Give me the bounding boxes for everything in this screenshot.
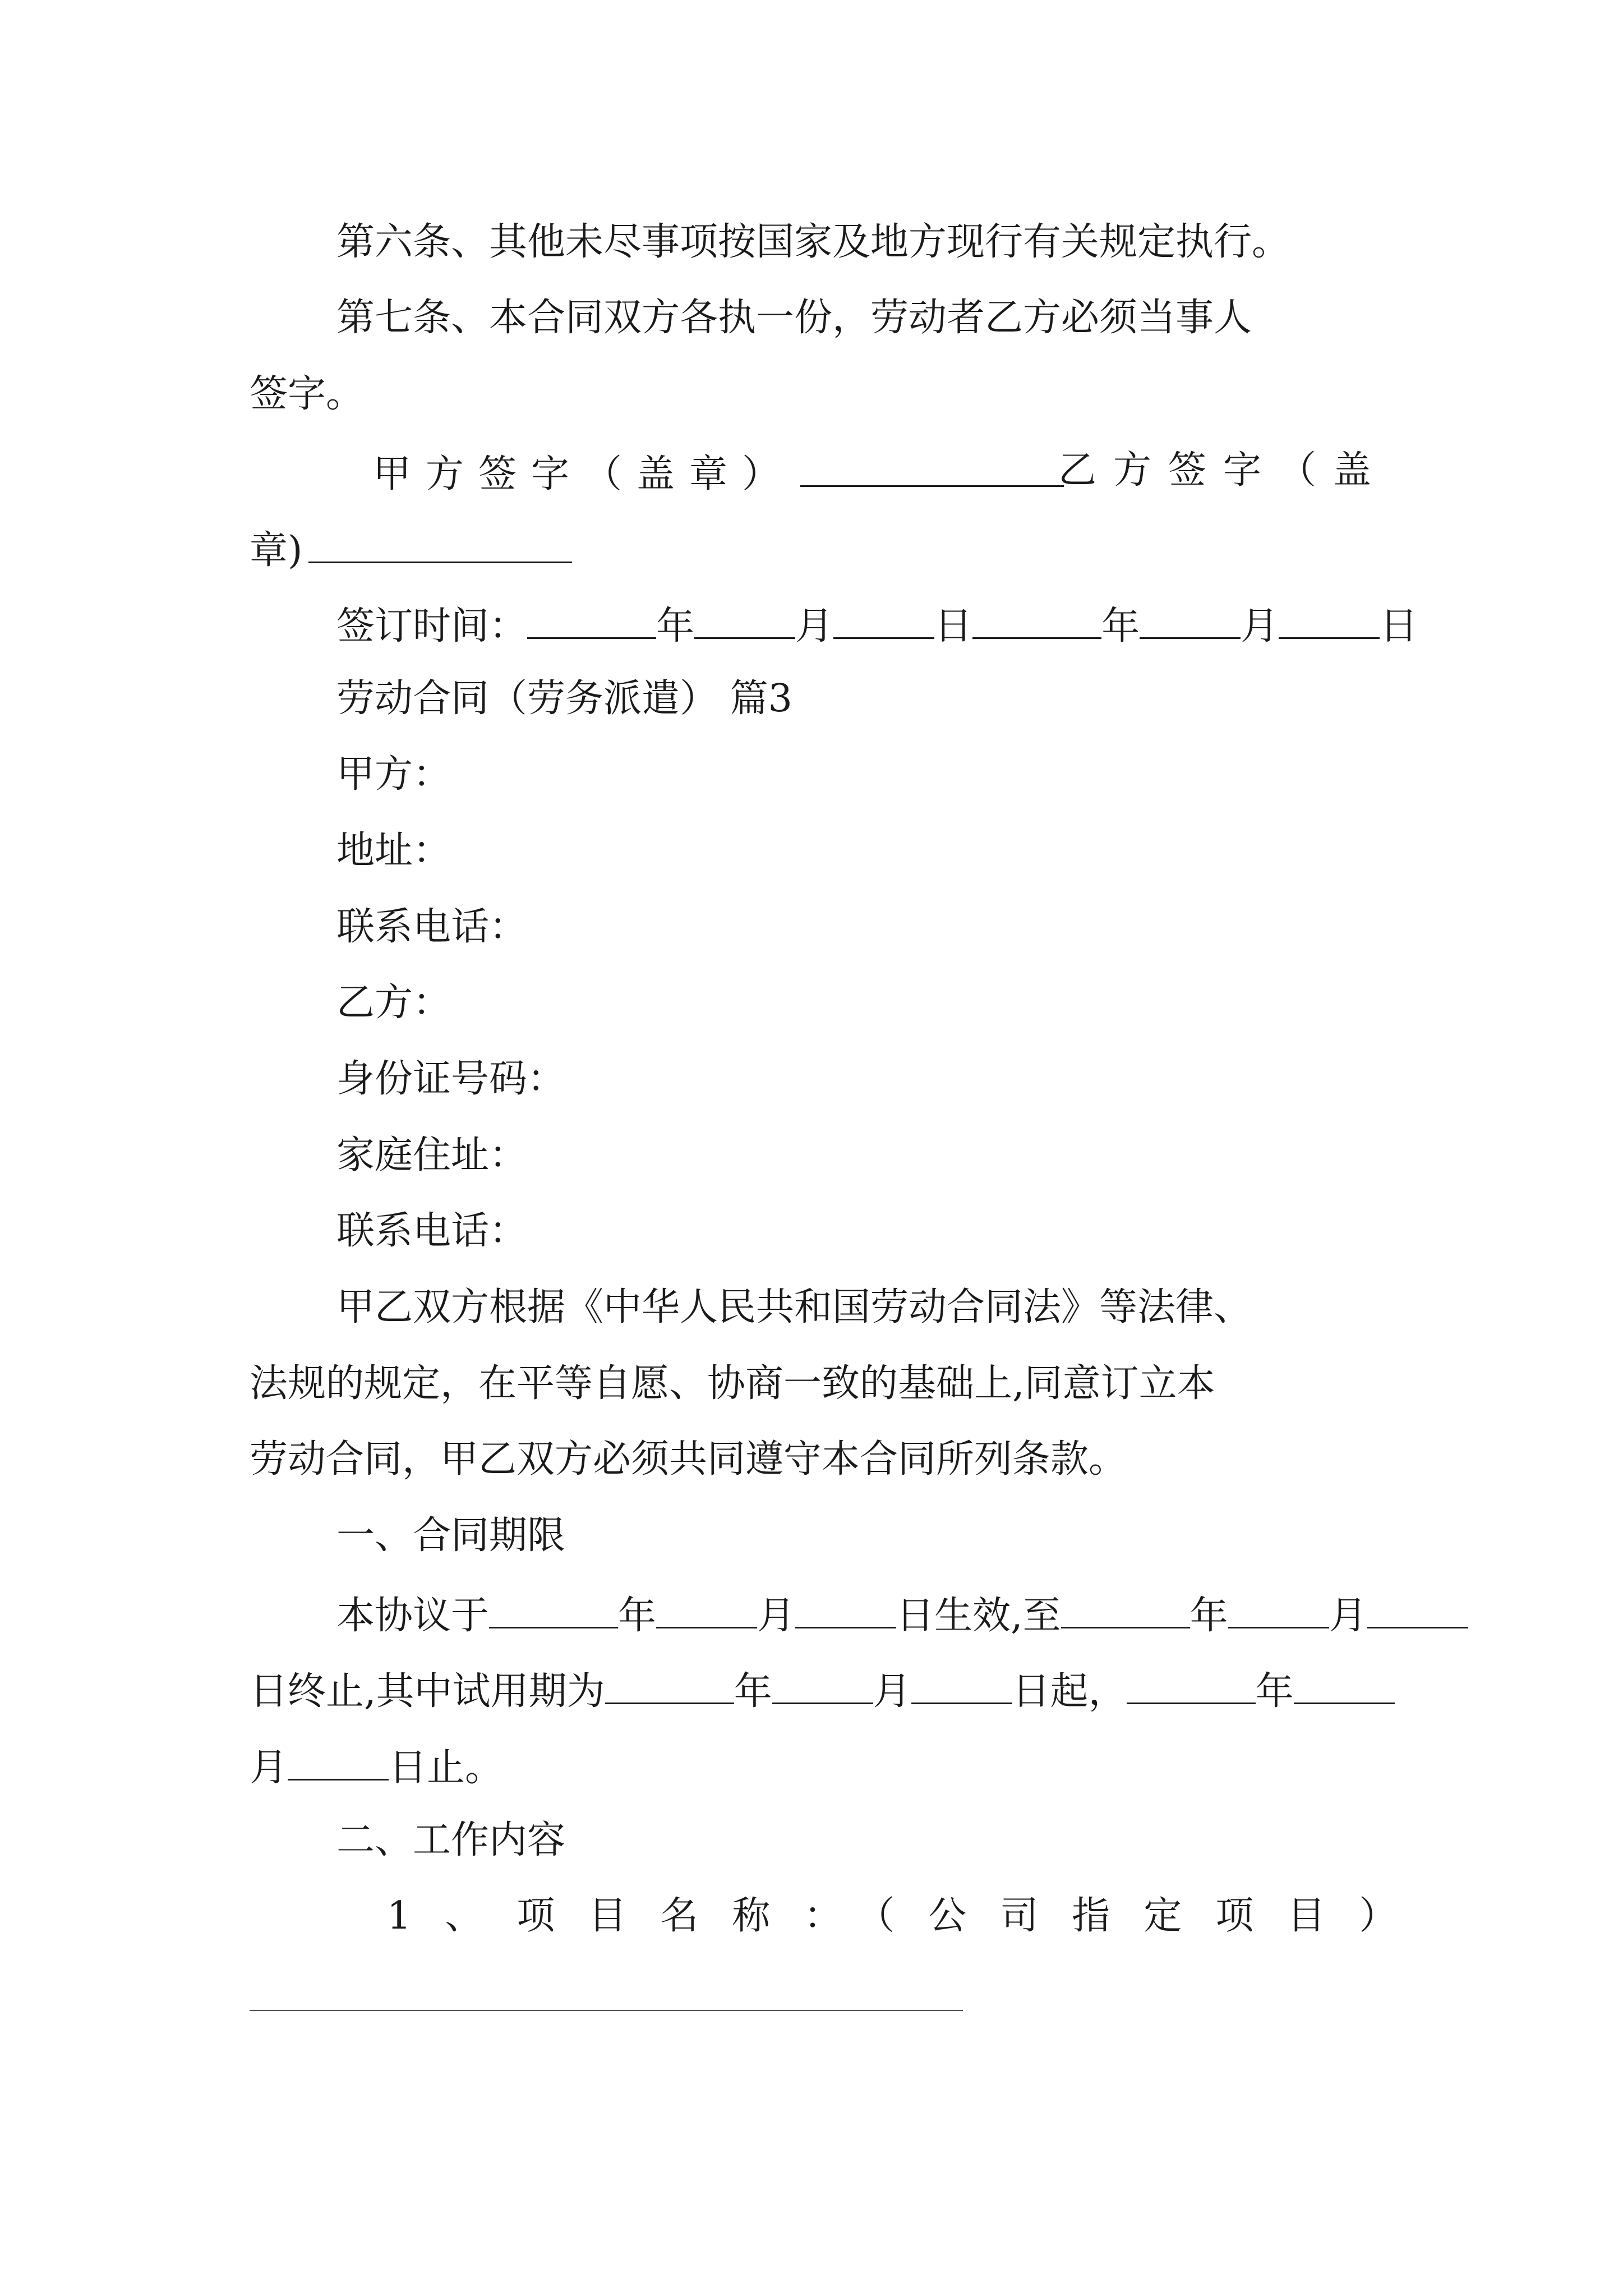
- term-text: 日止。: [389, 1746, 504, 1790]
- section-title: 劳动合同（劳务派遣） 篇3: [336, 677, 792, 721]
- day-label: 日: [934, 604, 973, 648]
- day-label: 日: [1380, 604, 1418, 648]
- intro-line-1: 甲乙双方根据《中华人民共和国劳动合同法》等法律、: [336, 1285, 1252, 1329]
- date-blank: [1140, 604, 1241, 639]
- year-label: 年: [1255, 1669, 1294, 1714]
- date-blank: [656, 1593, 757, 1628]
- date-blank: [694, 604, 795, 639]
- month-label: 月: [250, 1746, 288, 1790]
- intro-line-3: 劳动合同，甲乙双方必须共同遵守本合同所列条款。: [250, 1437, 1127, 1481]
- term-text: 日终止,其中试用期为: [250, 1669, 605, 1714]
- home-address-field: 家庭住址：: [336, 1133, 528, 1177]
- month-label: 月: [795, 604, 834, 648]
- date-blank: [911, 1669, 1012, 1704]
- date-blank: [833, 604, 934, 639]
- id-number-field: 身份证号码：: [336, 1057, 566, 1101]
- month-label: 月: [873, 1669, 911, 1714]
- year-label: 年: [1189, 1594, 1228, 1638]
- item-1-line: 1、项目名称：（公司指定项目）: [387, 1894, 1431, 1938]
- date-blank: [972, 604, 1101, 639]
- date-blank: [1127, 1669, 1256, 1704]
- month-label: 月: [757, 1594, 796, 1638]
- date-blank: [605, 1669, 734, 1704]
- date-blank: [1228, 1593, 1329, 1628]
- article-6-line: 第六条、其他未尽事项按国家及地方现行有关规定执行。: [336, 220, 1290, 264]
- item-1-blank: [250, 2010, 963, 2011]
- party-a-field: 甲方：: [336, 752, 451, 797]
- party-b-field: 乙方：: [336, 981, 451, 1025]
- article-7-line-1: 第七条、本合同双方各执一份，劳动者乙方必须当事人: [336, 296, 1252, 340]
- phone-b-field: 联系电话：: [336, 1209, 528, 1253]
- month-label: 月: [1241, 604, 1279, 648]
- term-text: 日起，: [1012, 1669, 1127, 1714]
- sign-date-line: [336, 604, 1418, 646]
- phone-a-field: 联系电话：: [336, 905, 528, 949]
- signature-party-a: [373, 452, 1064, 494]
- date-blank: [795, 1593, 896, 1628]
- year-label: 年: [1101, 604, 1140, 648]
- date-blank: [489, 1593, 618, 1628]
- date-blank: [288, 1745, 389, 1780]
- signature-party-b-label-tail: 章): [250, 528, 303, 573]
- signature-blank: [800, 452, 1064, 487]
- section-1-heading: 一、合同期限: [336, 1513, 566, 1558]
- year-label: 年: [618, 1594, 657, 1638]
- section-2-heading: 二、工作内容: [336, 1818, 566, 1862]
- signature-party-b-label: 乙方签字（盖: [1058, 448, 1389, 493]
- signature-party-a-label: 甲方签字（盖章）: [373, 452, 795, 496]
- term-text: 本协议于: [336, 1594, 490, 1638]
- signature-party-b: [250, 528, 572, 573]
- month-label: 月: [1329, 1594, 1367, 1638]
- term-line-1: [336, 1593, 1468, 1638]
- date-blank: [1294, 1669, 1395, 1704]
- date-blank: [527, 604, 656, 639]
- sign-date-label: 签订时间：: [336, 604, 528, 648]
- year-label: 年: [734, 1669, 772, 1714]
- signature-blank: [308, 528, 572, 563]
- date-blank: [1367, 1593, 1468, 1628]
- term-line-2: [250, 1669, 1395, 1714]
- year-label: 年: [656, 604, 695, 648]
- date-blank: [772, 1669, 873, 1704]
- intro-line-2: 法规的规定，在平等自愿、协商一致的基础上,同意订立本: [250, 1361, 1215, 1406]
- date-blank: [1279, 604, 1380, 639]
- date-blank: [1061, 1593, 1190, 1628]
- term-text: 日生效,至: [896, 1594, 1061, 1638]
- article-7-line-2: 签字。: [250, 372, 365, 416]
- term-line-3: [250, 1745, 504, 1790]
- address-field: 地址：: [336, 829, 451, 873]
